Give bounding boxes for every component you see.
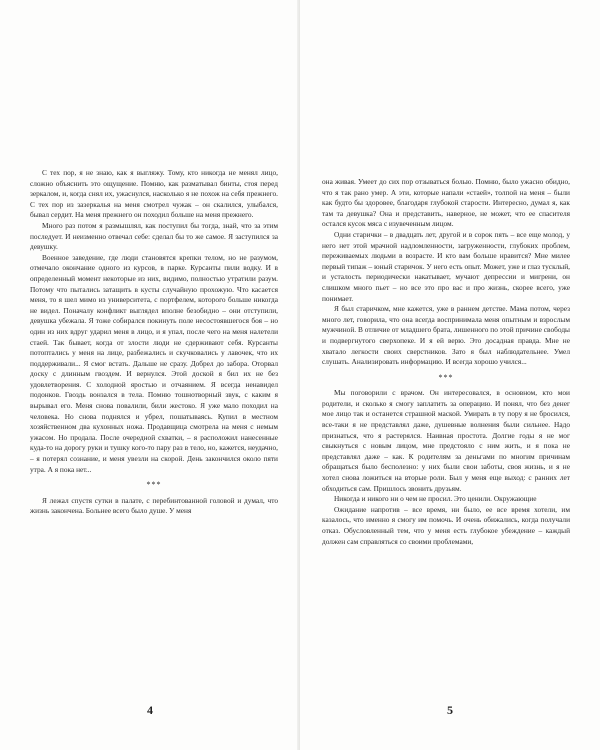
paragraph: Много раз потом я размышлял, как поступил бы тогда, знай, что за этим последует. И неизменно отвечал себе: сделал бы то же самое. Я заступился за девушку. xyxy=(30,220,278,252)
left-page-text xyxy=(30,168,278,517)
page-number: 5 xyxy=(447,703,453,717)
paragraph: С тех пор, я не знаю, как я выгляжу. Тому, кто никогда не менял лицо, сложно объяснить это ощущение. Помню, как разматывал бинты, стоя перед зеркалом, и, когда снял их, ужаснулся, насколько я не похож на себя прежнего. С тех пор из зазеркалья на меня смотрел чужак – он скалился, улыбался, бывал сердит. На меня прежнего он походил больше на меня прежнего. xyxy=(30,168,278,220)
paragraph: Никогда и никого ни о чем не просил. Это ценили. Окружающие xyxy=(334,494,537,504)
paragraph: она живая. Умеет до сих пор отзываться болью. Помню, было ужасно обидно, что я так рано умер. А эти, которые напали «стаей», толпой на меня – были как будто бы здоровее, благодаря глубокой старости. Интересно, думал я, как там та девушка? Она и представить, наверное, не может, что ее спасителя остался кусок мяса с изувеченным лицом. xyxy=(322,177,570,229)
section-separator: *** xyxy=(438,372,454,382)
right-page xyxy=(300,0,600,750)
section-separator: *** xyxy=(146,480,162,490)
paragraph: Одни старички – в двадцать лет, другой и в сорок пять – все еще молод, у него нет этой мрачной надломленности, загруженности, глубоких проблем, переживаемых людьми в возрасте. И кто вам больше нравится? Мне милее первый типаж – юный старичок. У него есть опыт. Может, уже и глаз тусклый, и усталость периодически накатывает, мучают депрессии и мигрени, он слишком много пьет – но все это про вас и про жизнь, скорее всего, уже понимает. xyxy=(322,229,570,303)
paragraph: Военное заведение, где люди становятся крепки телом, но не разумом, отмечало окончание одного из курсов, в парке. Курсанты пили водку. И в определенный момент некоторые из них, видимо, полностью утратили разум. Потому что пытались затащить в кусты случайную прохожую. Что касается меня, то я шел мимо из университета, с портфелем, которого больше никогда не видел. Поначалу конфликт выглядел вполне безобидно – они отступили, девушка убежала. Я тоже собирался покинуть поле несостоявшегося боя – но один из них вдруг ударил меня в лицо, и я упал, после чего на меня налетели стаей. Так бывает, когда от злости люди не сдерживают себя. Курсанты потоптались у меня на лице, разбежались и скучковались у лавочек, что их поддерживали... Я смог встать. Дальше не сразу. Добрел до забора. Оторвал доску с длинным гвоздем. И вернулся. Этой доской я бил их не без удовлетворения. С холодной яростью и отчаянием. Я всегда ненавидел подонков. Гвоздь вонзался в тела. Помню тошнотворный звук, с каким я вырывал его. Меня снова повалили, били жестоко. Я уже мало походил на человека. Но снова поднялся и убрел, пошатываясь. Купил в местном хозяйственном два кухонных ножа. Продавщица смотрела на меня с немым ужасом. Но продала. После очередной схватки, – я расположил нанесенные куда-то на дорогу руки и тушку кого-то пару раз в тело, но, кажется, неудачно, – я потерял сознание, и меня увезли на скорой. День закончился около пяти утра. А я пока нет... xyxy=(30,252,278,474)
paragraph: Мы поговорили с врачом. Он интересовался, в основном, кто мои родители, и сколько я смогу заплатить за операцию. И понял, что без денег мое лицо так и останется страшной маской. Умирать в ту пору я не бросился, все-таки я не представлял даже, душевные волнения были сильнее. Надо признаться, что я растерялся. Наивная простота. Долгие годы я не мог свыкнуться с новым лицом, мне предстояло с ним жить, и я пока не представлял даже – как. К родителям за деньгами по многим причинам обращаться было бесполезно: у них были свои заботы, своя жизнь, и я не хотел снова ложиться на вторые роли. Был у меня еще выход: с ранних лет обходиться сам. Пришлось звонить друзьям. xyxy=(322,388,570,493)
paragraph: Я был старичком, мне кажется, уже в раннем детстве. Мама потом, через много лет, говорила, что она всегда воспринимала меня опытным и взрослым мужчиной. В отличие от младшего брата, лишенного по этой причине свободы и подвергнутого сверхопеке. И я ей верю. Это досадная правда. Мне не хватало легкости своих сверстников. Зато я был наблюдательнее. Умел слушать. Анализировать информацию. И всегда хорошо учился... xyxy=(322,304,570,367)
paragraph: Ожидание напротив – все время, ни было, ее все время хотели, им казалось, что именно я смогу им помочь. И очень обижались, когда получали отказ. Обусловленный тем, что у меня есть глубокое убеждение – каждый должен сам справляться со своими проблемами, xyxy=(322,504,570,546)
right-page-text xyxy=(322,177,570,547)
page-number: 4 xyxy=(147,703,153,717)
paragraph: Я лежал спустя сутки в палате, с перебинтованной головой и думал, что жизнь закончена. Больнее всего было душе. У меня xyxy=(30,495,278,516)
